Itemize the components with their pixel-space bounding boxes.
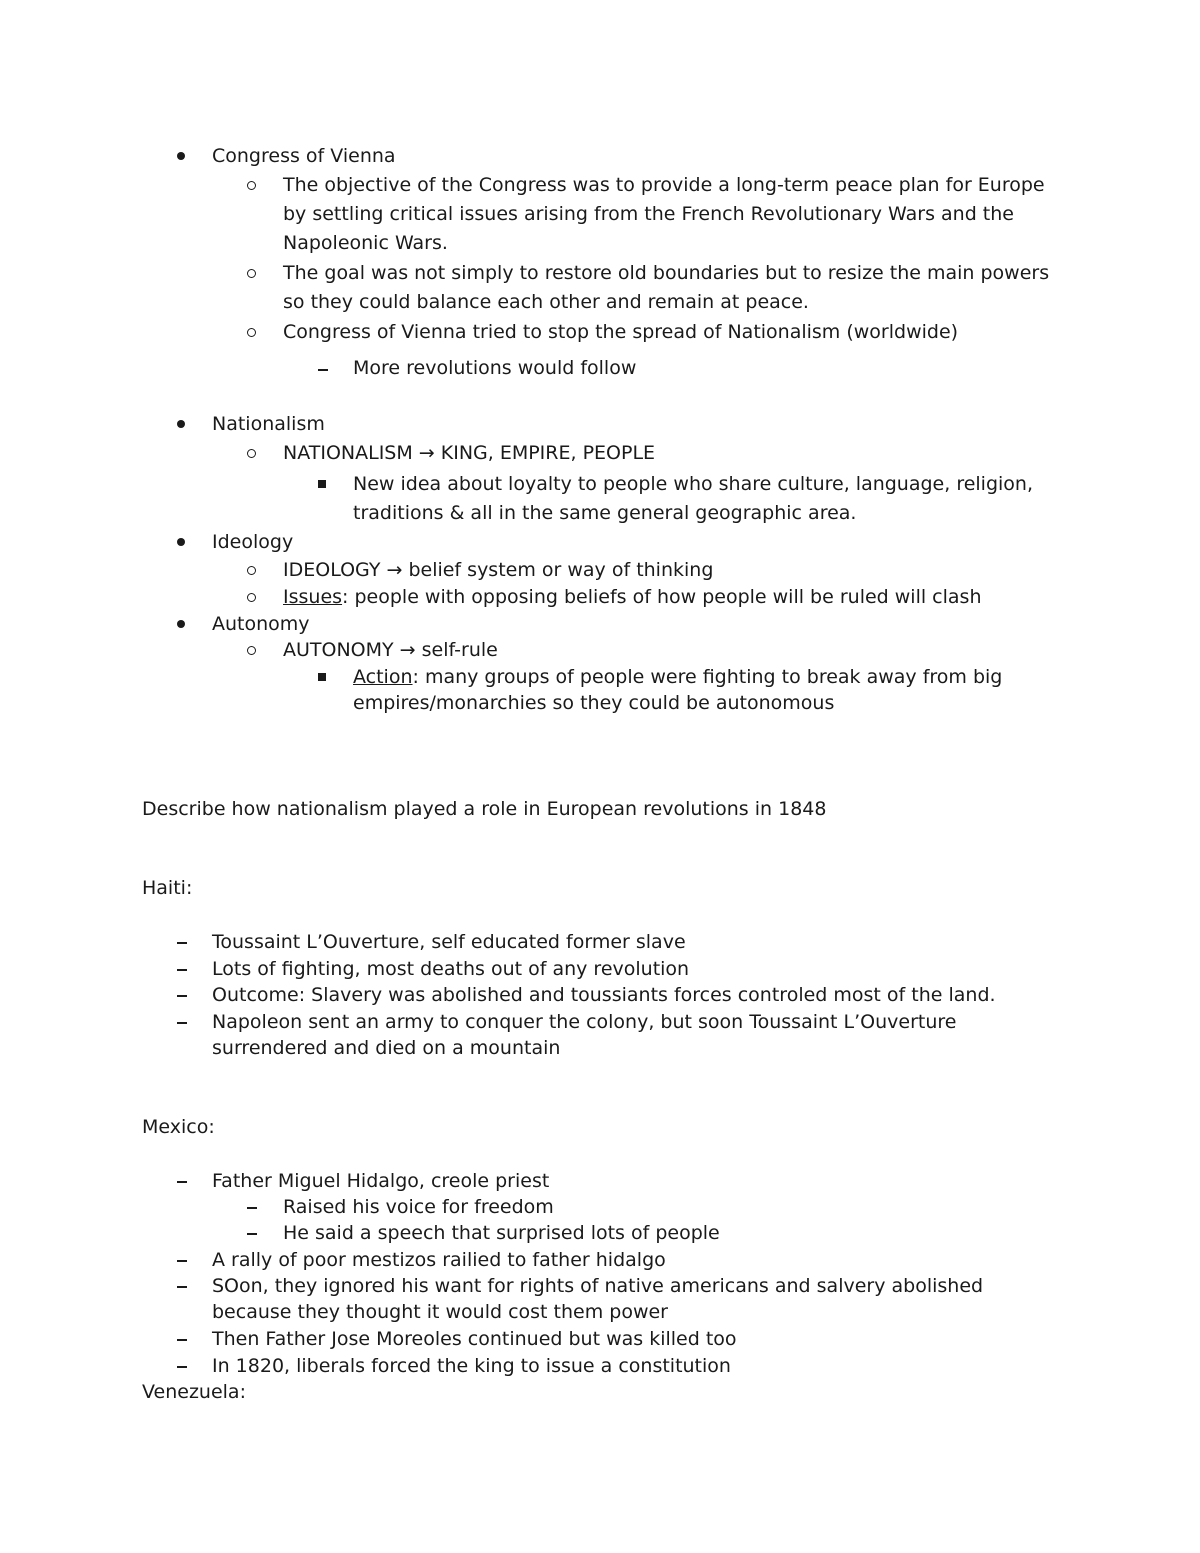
mexico-item-1-sub-1: Raised his voice for freedom	[283, 1196, 554, 1218]
bullet-disc	[177, 420, 185, 428]
issues-label: Issues	[283, 586, 343, 608]
bullet-circle	[247, 269, 256, 278]
bullet-disc	[177, 538, 185, 546]
bullet-circle	[247, 566, 256, 575]
congress-point-2-line-1: The goal was not simply to restore old boundaries but to resize the main powers	[283, 262, 1050, 284]
bullet-dash	[177, 995, 187, 997]
mexico-item-2: A rally of poor mestizos railied to father hidalgo	[212, 1249, 666, 1271]
haiti-item-4-line-1: Napoleon sent an army to conquer the colony, but soon Toussaint L’Ouverture	[212, 1011, 957, 1033]
ideology-issues	[283, 584, 982, 610]
mexico-item-5: In 1820, liberals forced the king to issue a constitution	[212, 1355, 731, 1377]
congress-point-2-line-2: so they could balance each other and remain at peace.	[283, 291, 809, 313]
bullet-dash	[177, 969, 187, 971]
bullet-dash	[177, 942, 187, 944]
bullet-dash	[177, 1181, 187, 1183]
congress-point-3-sub: More revolutions would follow	[353, 357, 637, 379]
haiti-item-3: Outcome: Slavery was abolished and toussiants forces controled most of the land.	[212, 984, 996, 1006]
bullet-circle	[247, 593, 256, 602]
action-text: : many groups of people were fighting to break away from big	[412, 666, 1003, 688]
mexico-item-1: Father Miguel Hidalgo, creole priest	[212, 1170, 550, 1192]
bullet-circle	[247, 646, 256, 655]
heading-nationalism: Nationalism	[212, 413, 325, 435]
autonomy-action-line-1	[353, 664, 1002, 690]
haiti-item-2: Lots of fighting, most deaths out of any revolution	[212, 958, 690, 980]
bullet-dash	[177, 1286, 187, 1288]
bullet-disc	[177, 152, 185, 160]
autonomy-definition: AUTONOMY → self-rule	[283, 639, 498, 661]
bullet-dash	[177, 1339, 187, 1341]
bullet-circle	[247, 328, 256, 337]
bullet-dash	[247, 1207, 257, 1209]
heading-ideology: Ideology	[212, 531, 294, 553]
nationalism-detail-line-2: traditions & all in the same general geographic area.	[353, 502, 857, 524]
bullet-dash	[177, 1260, 187, 1262]
heading-autonomy: Autonomy	[212, 613, 310, 635]
mexico-item-3-line-1: SOon, they ignored his want for rights of native americans and salvery abolished	[212, 1275, 984, 1297]
autonomy-action-line-2: empires/monarchies so they could be autonomous	[353, 692, 835, 714]
heading-venezuela: Venezuela:	[142, 1381, 246, 1403]
heading-congress-of-vienna: Congress of Vienna	[212, 145, 396, 167]
bullet-disc	[177, 620, 185, 628]
congress-point-1-line-1: The objective of the Congress was to provide a long-term peace plan for Europe	[283, 174, 1045, 196]
bullet-dash	[177, 1022, 187, 1024]
bullet-dash	[318, 369, 328, 371]
haiti-item-4-line-2: surrendered and died on a mountain	[212, 1037, 561, 1059]
bullet-square	[318, 673, 326, 681]
bullet-circle	[247, 181, 256, 190]
congress-point-3: Congress of Vienna tried to stop the spread of Nationalism (worldwide)	[283, 321, 959, 343]
bullet-square	[318, 480, 326, 488]
congress-point-1-line-2: by settling critical issues arising from the French Revolutionary Wars and the	[283, 203, 1014, 225]
action-label: Action	[353, 666, 413, 688]
bullet-dash	[247, 1233, 257, 1235]
heading-mexico: Mexico:	[142, 1116, 215, 1138]
nationalism-definition: NATIONALISM → KING, EMPIRE, PEOPLE	[283, 442, 656, 464]
bullet-circle	[247, 449, 256, 458]
nationalism-detail-line-1: New idea about loyalty to people who share culture, language, religion,	[353, 473, 1034, 495]
essay-question: Describe how nationalism played a role in European revolutions in 1848	[142, 798, 827, 820]
mexico-item-4: Then Father Jose Moreoles continued but was killed too	[212, 1328, 737, 1350]
heading-haiti: Haiti:	[142, 877, 193, 899]
mexico-item-1-sub-2: He said a speech that surprised lots of people	[283, 1222, 720, 1244]
mexico-item-3-line-2: because they thought it would cost them power	[212, 1301, 668, 1323]
congress-point-1-line-3: Napoleonic Wars.	[283, 232, 448, 254]
ideology-definition: IDEOLOGY → belief system or way of thinking	[283, 559, 714, 581]
haiti-item-1: Toussaint L’Ouverture, self educated former slave	[212, 931, 686, 953]
issues-text: : people with opposing beliefs of how people will be ruled will clash	[342, 586, 982, 608]
bullet-dash	[177, 1366, 187, 1368]
